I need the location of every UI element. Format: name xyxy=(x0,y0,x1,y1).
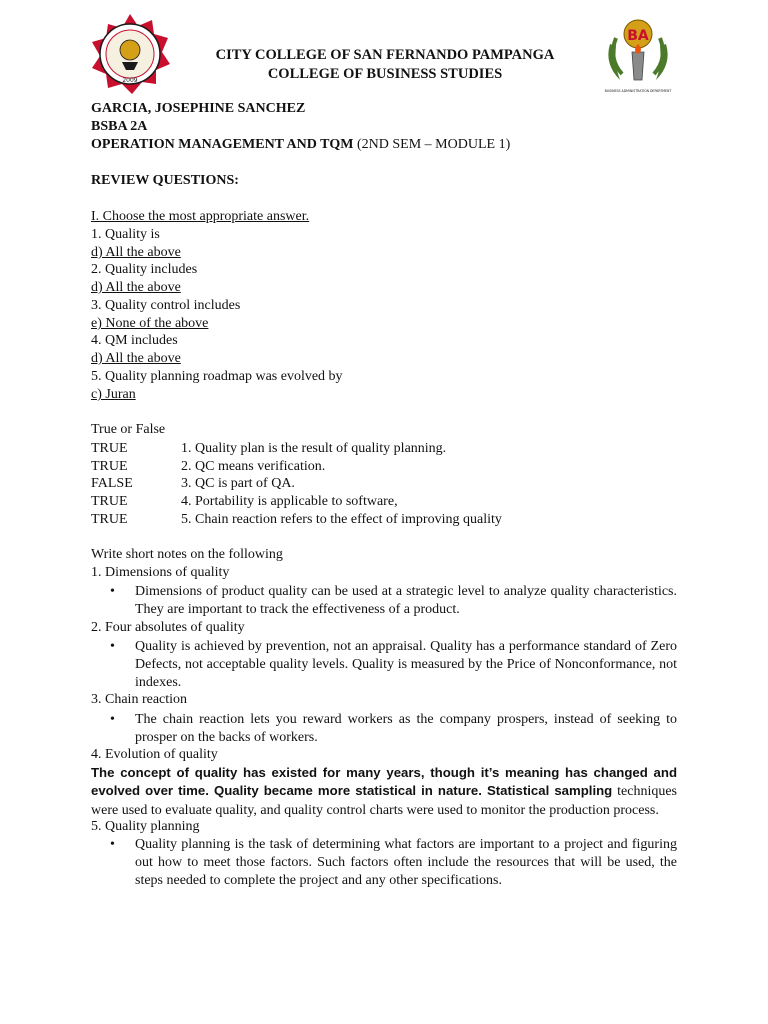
note-4-rest-text: techniques were used to evaluate quality, and quality control charts were used to monitor the production process. xyxy=(91,784,677,818)
bullet-icon: • xyxy=(110,639,115,654)
question-3: 3. Quality control includes xyxy=(91,298,241,313)
tf-answer-4: TRUE xyxy=(91,494,128,509)
note-1-title: 1. Dimensions of quality xyxy=(91,565,230,580)
question-4: 4. QM includes xyxy=(91,333,178,348)
note-4-bold-text: The concept of quality has existed for many years, though it’s meaning has changed and evolved over time. Quality became more statistical in nature. Statistical sampling xyxy=(91,765,677,798)
student-section: BSBA 2A xyxy=(91,119,148,134)
answer-4: d) All the above xyxy=(91,351,181,366)
answer-2: d) All the above xyxy=(91,280,181,295)
tf-statement-3: 3. QC is part of QA. xyxy=(181,476,295,491)
tf-answer-5: TRUE xyxy=(91,512,128,527)
bullet-icon: • xyxy=(110,837,115,852)
course-title xyxy=(91,136,510,154)
question-2: 2. Quality includes xyxy=(91,262,198,277)
tf-answer-2: TRUE xyxy=(91,459,128,474)
note-5-title: 5. Quality planning xyxy=(91,819,200,834)
question-1: 1. Quality is xyxy=(91,227,160,242)
college-seal-logo xyxy=(88,12,172,96)
bullet-icon: • xyxy=(110,712,115,727)
tf-statement-4: 4. Portability is applicable to software, xyxy=(181,494,398,509)
tf-statement-2: 2. QC means verification. xyxy=(181,459,326,474)
true-false-title: True or False xyxy=(91,422,166,437)
note-4-title: 4. Evolution of quality xyxy=(91,747,218,762)
college-name: CITY COLLEGE OF SAN FERNANDO PAMPANGA xyxy=(215,47,555,63)
answer-5: c) Juran xyxy=(91,387,136,402)
seal-year-text: 2009 xyxy=(122,77,138,84)
answer-1: d) All the above xyxy=(91,245,181,260)
note-5-text: Quality planning is the task of determining what factors are important to a project and figuring out how to meet those factors. Such factors often include the resources that will be used, the steps needed to complete the project and any other specifications. xyxy=(135,837,677,888)
tf-statement-5: 5. Chain reaction refers to the effect of improving quality xyxy=(181,512,502,527)
short-notes-title: Write short notes on the following xyxy=(91,547,283,562)
tf-answer-1: TRUE xyxy=(91,441,128,456)
tf-answer-3: FALSE xyxy=(91,476,133,491)
ba-logo-text: BA xyxy=(627,28,649,44)
ba-logo-caption: BUSINESS ADMINISTRATION DEPARTMENT xyxy=(604,89,672,93)
tf-statement-1: 1. Quality plan is the result of quality planning. xyxy=(181,441,447,456)
part1-instruction: I. Choose the most appropriate answer. xyxy=(91,209,310,224)
note-3-title: 3. Chain reaction xyxy=(91,692,188,707)
note-1-text: Dimensions of product quality can be used at a strategic level to analyze quality characteristics. They are important to track the effectiveness of a product. xyxy=(135,584,677,617)
course-name: OPERATION MANAGEMENT AND TQM xyxy=(91,137,354,152)
answer-3: e) None of the above xyxy=(91,316,209,331)
note-2-title: 2. Four absolutes of quality xyxy=(91,620,245,635)
bullet-icon: • xyxy=(110,584,115,599)
note-4-text xyxy=(91,764,677,820)
business-department-logo xyxy=(596,14,680,98)
question-5: 5. Quality planning roadmap was evolved by xyxy=(91,369,343,384)
review-title: REVIEW QUESTIONS: xyxy=(91,173,239,188)
note-2-text: Quality is achieved by prevention, not an appraisal. Quality has a performance standard of Zero Defects, not acceptable quality levels. Quality is measured by the Price of Nonconformance, not indexes. xyxy=(135,639,677,690)
student-name: GARCIA, JOSEPHINE SANCHEZ xyxy=(91,101,306,116)
college-department: COLLEGE OF BUSINESS STUDIES xyxy=(267,66,503,82)
course-module: (2ND SEM – MODULE 1) xyxy=(353,137,511,152)
note-3-text: The chain reaction lets you reward workers as the company prospers, instead of seeking to prosper on the backs of workers. xyxy=(135,712,677,745)
